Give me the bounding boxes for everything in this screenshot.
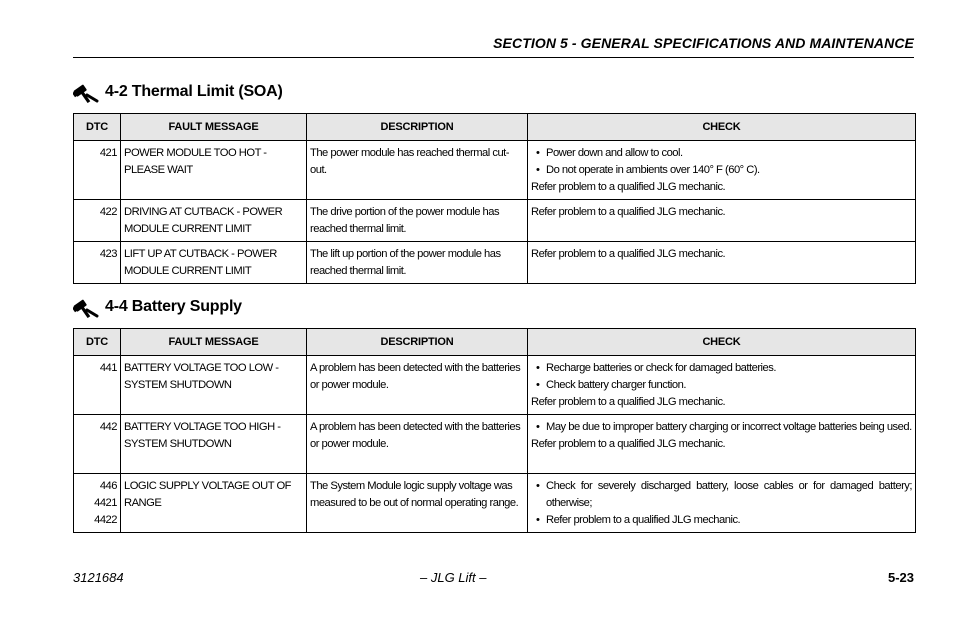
- column-header-check: CHECK: [528, 329, 916, 356]
- description: A problem has been detected with the batteries or power module.: [307, 356, 528, 415]
- column-header-check: CHECK: [528, 114, 916, 141]
- check-bullet: • May be due to improper battery charging or incorrect voltage batteries being used.: [531, 419, 912, 436]
- column-header-dtc: DTC: [74, 114, 121, 141]
- table-row: [74, 200, 916, 242]
- fault-message: DRIVING AT CUTBACK - POWER MODULE CURRENT LIMIT: [121, 200, 307, 242]
- description: The System Module logic supply voltage was measured to be out of normal operating range.: [307, 474, 528, 533]
- description: A problem has been detected with the batteries or power module.: [307, 415, 528, 474]
- dtc-code: 446 4421 4422: [74, 474, 121, 533]
- table-row: [74, 474, 916, 533]
- dtc-code: 442: [74, 415, 121, 474]
- fault-message: LOGIC SUPPLY VOLTAGE OUT OF RANGE: [121, 474, 307, 533]
- thermal-limit-table: [73, 113, 916, 284]
- fault-message: LIFT UP AT CUTBACK - POWER MODULE CURRENT LIMIT: [121, 242, 307, 284]
- check: [528, 242, 916, 284]
- check: [528, 200, 916, 242]
- check-note: Refer problem to a qualified JLG mechanic.: [531, 181, 726, 193]
- column-header-description: DESCRIPTION: [307, 329, 528, 356]
- dtc-code: 422: [74, 200, 121, 242]
- check-note: Refer problem to a qualified JLG mechanic.: [531, 248, 726, 260]
- check: [528, 356, 916, 415]
- hammer-icon: [73, 81, 99, 103]
- check-note: Refer problem to a qualified JLG mechanic.: [531, 206, 726, 218]
- dtc-code: 421: [74, 141, 121, 200]
- section-heading-text: 4-2 Thermal Limit (SOA): [105, 83, 283, 100]
- section-heading-text: 4-4 Battery Supply: [105, 298, 242, 315]
- section-heading-battery-supply: [73, 296, 242, 318]
- footer-brand: – JLG Lift –: [420, 570, 487, 585]
- description: The lift up portion of the power module has reached thermal limit.: [307, 242, 528, 284]
- table-row: [74, 415, 916, 474]
- header-rule: [73, 57, 914, 58]
- check: [528, 474, 916, 533]
- check-bullet: • Power down and allow to cool.: [531, 145, 912, 162]
- dtc-code: 423: [74, 242, 121, 284]
- table-header-row: [74, 114, 916, 141]
- page-number: 5-23: [887, 570, 914, 585]
- check-bullet: • Do not operate in ambients over 140° F (60° C).: [531, 162, 912, 179]
- column-header-fault-message: FAULT MESSAGE: [121, 114, 307, 141]
- table-row: [74, 356, 916, 415]
- check-bullet: • Check for severely discharged battery, loose cables or for damaged battery; otherwise;: [531, 478, 912, 512]
- check-bullet: • Refer problem to a qualified JLG mechanic.: [531, 512, 912, 529]
- column-header-fault-message: FAULT MESSAGE: [121, 329, 307, 356]
- hammer-icon: [73, 296, 99, 318]
- fault-message: POWER MODULE TOO HOT - PLEASE WAIT: [121, 141, 307, 200]
- fault-message: BATTERY VOLTAGE TOO LOW - SYSTEM SHUTDOWN: [121, 356, 307, 415]
- table-row: [74, 141, 916, 200]
- document-number: 3121684: [73, 570, 124, 585]
- column-header-dtc: DTC: [74, 329, 121, 356]
- description: The power module has reached thermal cut-out.: [307, 141, 528, 200]
- check: [528, 415, 916, 474]
- check-note: Refer problem to a qualified JLG mechanic.: [531, 438, 726, 450]
- section-heading-thermal-limit: [73, 81, 283, 103]
- check: [528, 141, 916, 200]
- check-note: Refer problem to a qualified JLG mechanic.: [531, 396, 726, 408]
- battery-supply-table: [73, 328, 916, 533]
- description: The drive portion of the power module has reached thermal limit.: [307, 200, 528, 242]
- column-header-description: DESCRIPTION: [307, 114, 528, 141]
- dtc-code: 441: [74, 356, 121, 415]
- check-bullet: • Check battery charger function.: [531, 377, 912, 394]
- check-bullet: • Recharge batteries or check for damaged batteries.: [531, 360, 912, 377]
- fault-message: BATTERY VOLTAGE TOO HIGH - SYSTEM SHUTDOWN: [121, 415, 307, 474]
- table-header-row: [74, 329, 916, 356]
- section-title: SECTION 5 - GENERAL SPECIFICATIONS AND MAINTENANCE: [493, 35, 914, 51]
- table-row: [74, 242, 916, 284]
